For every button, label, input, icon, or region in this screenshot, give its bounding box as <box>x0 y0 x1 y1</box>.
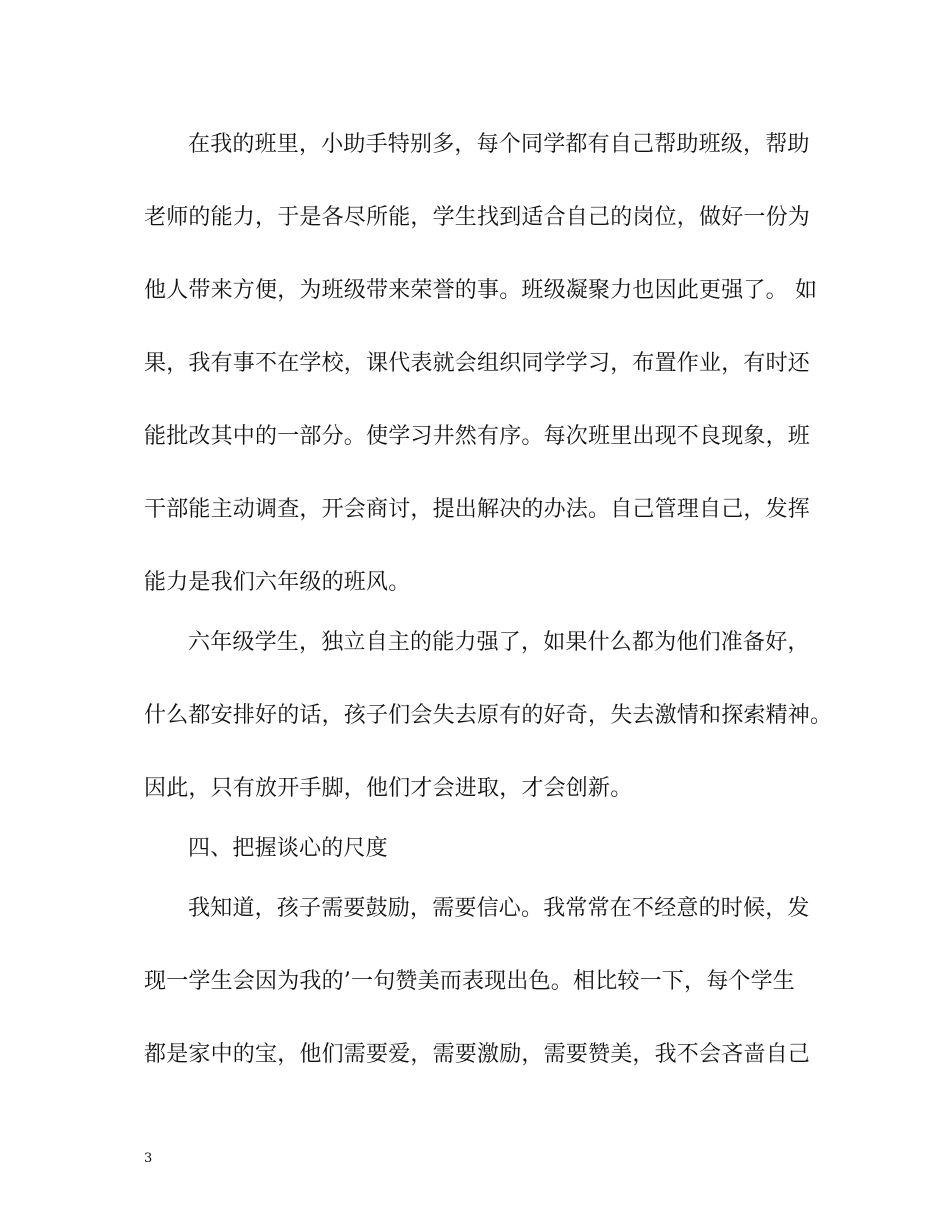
paragraph-line: 能力是我们六年级的班风。 <box>144 570 411 595</box>
paragraph-line: 什么都安排好的话，孩子们会失去原有的好奇，失去激情和探索精神。 <box>144 703 833 728</box>
paragraph-line: 老师的能力，于是各尽所能，学生找到适合自己的岗位，做好一份为 <box>144 205 811 230</box>
page-number: 3 <box>144 1151 153 1166</box>
paragraph-line: 干部能主动调查，开会商讨，提出解决的办法。自己管理自己，发挥 <box>144 497 811 522</box>
paragraph-line: 我知道，孩子需要鼓励，需要信心。我常常在不经意的时候，发 <box>188 896 810 921</box>
paragraph-line: 果，我有事不在学校，课代表就会组织同学学习，布置作业，有时还 <box>144 351 811 376</box>
paragraph-line: 现一学生会因为我的’一句赞美而表现出色。相比较一下，每个学生 <box>144 969 795 994</box>
section-heading: 四、把握谈心的尺度 <box>188 836 388 861</box>
paragraph-line: 在我的班里，小助手特别多，每个同学都有自己帮助班级，帮助 <box>188 132 810 157</box>
paragraph-line: 因此，只有放开手脚，他们才会进取，才会创新。 <box>144 776 633 801</box>
paragraph-line: 他人带来方便，为班级带来荣誉的事。班级凝聚力也因此更强了。 如 <box>144 278 818 303</box>
paragraph-line: 都是家中的宝，他们需要爱，需要激励，需要赞美，我不会吝啬自己 <box>144 1042 811 1067</box>
paragraph-line: 能批改其中的一部分。使学习井然有序。每次班里出现不良现象，班 <box>144 424 811 449</box>
paragraph-line: 六年级学生，独立自主的能力强了，如果什么都为他们准备好， <box>188 630 810 655</box>
